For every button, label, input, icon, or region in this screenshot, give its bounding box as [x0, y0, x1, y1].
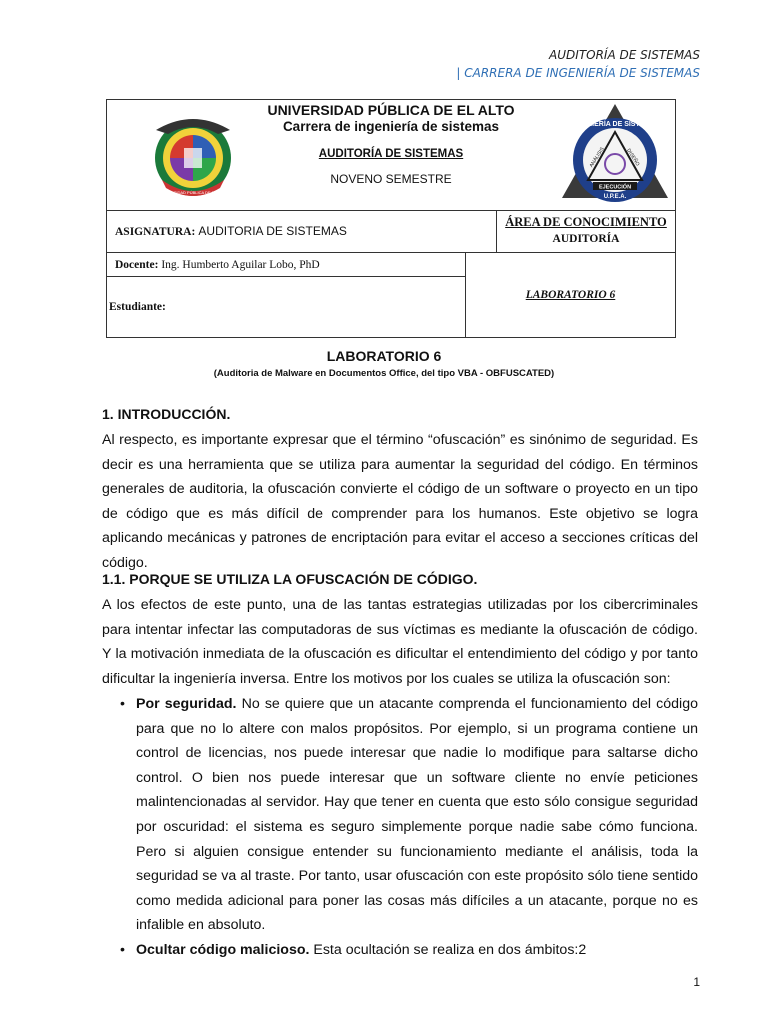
- running-header-subtitle: [456, 66, 700, 80]
- lab-title: LABORATORIO 6: [326, 348, 442, 364]
- teacher-label: Docente:: [115, 258, 159, 271]
- bullet-glyph: •: [120, 941, 125, 958]
- subject-value: AUDITORIA DE SISTEMAS: [198, 224, 347, 238]
- course-name: AUDITORÍA DE SISTEMAS: [318, 148, 464, 160]
- subject-label: ASIGNATURA:: [115, 226, 196, 238]
- lab-cell: [466, 253, 676, 338]
- section-1-paragraph: Al respecto, es importante expresar que el término “ofuscación” es sinónimo de seguridad. Es decir es una herramienta que se utiliza para aumentar la seguridad del código. En términos generales de auditoria, la ofuscación convierte el código de un software o proyecto en un tipo de código que es más difícil de comprender para los humanos. Este objetivo se logra aplicando mecánicas y patrones de encriptación para evitar el acceso a secciones críticas del código.: [102, 432, 698, 571]
- university-name: UNIVERSIDAD PÚBLICA DE EL ALTO: [267, 102, 515, 118]
- teacher-value: Ing. Humberto Aguilar Lobo, PhD: [161, 258, 320, 271]
- header-separator: |: [456, 66, 461, 80]
- teacher-cell: [107, 253, 466, 277]
- section-1-heading: 1. INTRODUCCIÓN.: [102, 406, 231, 422]
- badge-tri-bottom: EJECUCIÓN: [598, 184, 632, 191]
- section-1-1-paragraph: A los efectos de este punto, una de las tantas estrategias utilizadas por los cibercriminales para intentar infectar las computadoras de sus víctimas es mediante la ofuscación de código. Y la motivación inmediata de la ofuscación es dificultar el entendimiento del código y por tanto dificultar la ingeniería inversa. Entre los motivos por los cuales se utiliza la ofuscación son:: [102, 597, 698, 687]
- bullet-text: Esta ocultación se realiza en dos ámbitos:2: [309, 941, 587, 958]
- running-header-title: AUDITORÍA DE SISTEMAS: [549, 48, 700, 62]
- engineering-badge-logo: [560, 102, 670, 202]
- reasons-list: [102, 692, 698, 963]
- seal-ring-text: UNIVERSIDAD PÚBLICA DE EL ALTO: [158, 190, 228, 195]
- student-label: Estudiante:: [109, 301, 166, 313]
- area-label: ÁREA DE CONOCIMIENTO: [505, 215, 667, 229]
- career-name: Carrera de ingeniería de sistemas: [282, 119, 500, 134]
- university-seal-logo: [148, 110, 238, 200]
- badge-ring-top: INGENIERÍA DE SISTEMAS: [570, 121, 660, 128]
- bullet-glyph: •: [120, 696, 125, 712]
- area-value: AUDITORÍA: [552, 233, 620, 245]
- lab-cell-text: LABORATORIO 6: [525, 289, 616, 301]
- page-number: 1: [693, 975, 700, 989]
- student-cell: [107, 277, 466, 338]
- list-item: [102, 938, 698, 963]
- bullet-bold: Por seguridad.: [136, 696, 237, 712]
- list-item: [102, 692, 698, 938]
- badge-tri-right: DISEÑO: [625, 147, 641, 168]
- semester: NOVENO SEMESTRE: [330, 172, 452, 186]
- section-1-1-heading: 1.1. PORQUE SE UTILIZA LA OFUSCACIÓN DE CÓDIGO.: [102, 571, 478, 587]
- running-header-career: CARRERA DE INGENIERÍA DE SISTEMAS: [464, 66, 700, 80]
- area-cell: [497, 211, 676, 253]
- badge-tri-left: ANÁLISIS: [588, 146, 606, 169]
- subject-cell: [107, 211, 497, 253]
- badge-ring-bottom: U.P.E.A.: [603, 194, 627, 200]
- bullet-bold: Ocultar código malicioso.: [136, 941, 310, 958]
- lab-subtitle: (Auditoria de Malware en Documentos Office, del tipo VBA - OBFUSCATED): [213, 368, 555, 379]
- bullet-text: No se quiere que un atacante comprenda el funcionamiento del código para que no lo altere con malos propósitos. Por ejemplo, si un programa contiene un control de licencias, nos puede interesar que nadie lo modifique para saltarse dicho control. O bien nos puede interesar que un software cliente no envíe peticiones malintencionadas al servidor. Hay que tener en cuenta que esto sólo consigue seguridad por oscuridad: el sistema es seguro simplemente porque nadie sabe cómo funciona. Pero si alguien consigue entender su funcionamiento mediante el análisis, toda la seguridad se va al traste. Por tanto, usar ofuscación con este propósito sólo tiene sentido como medida adicional para poner las cosas más difíciles a un atacante, porque no es infalible en absoluto.: [136, 696, 698, 934]
